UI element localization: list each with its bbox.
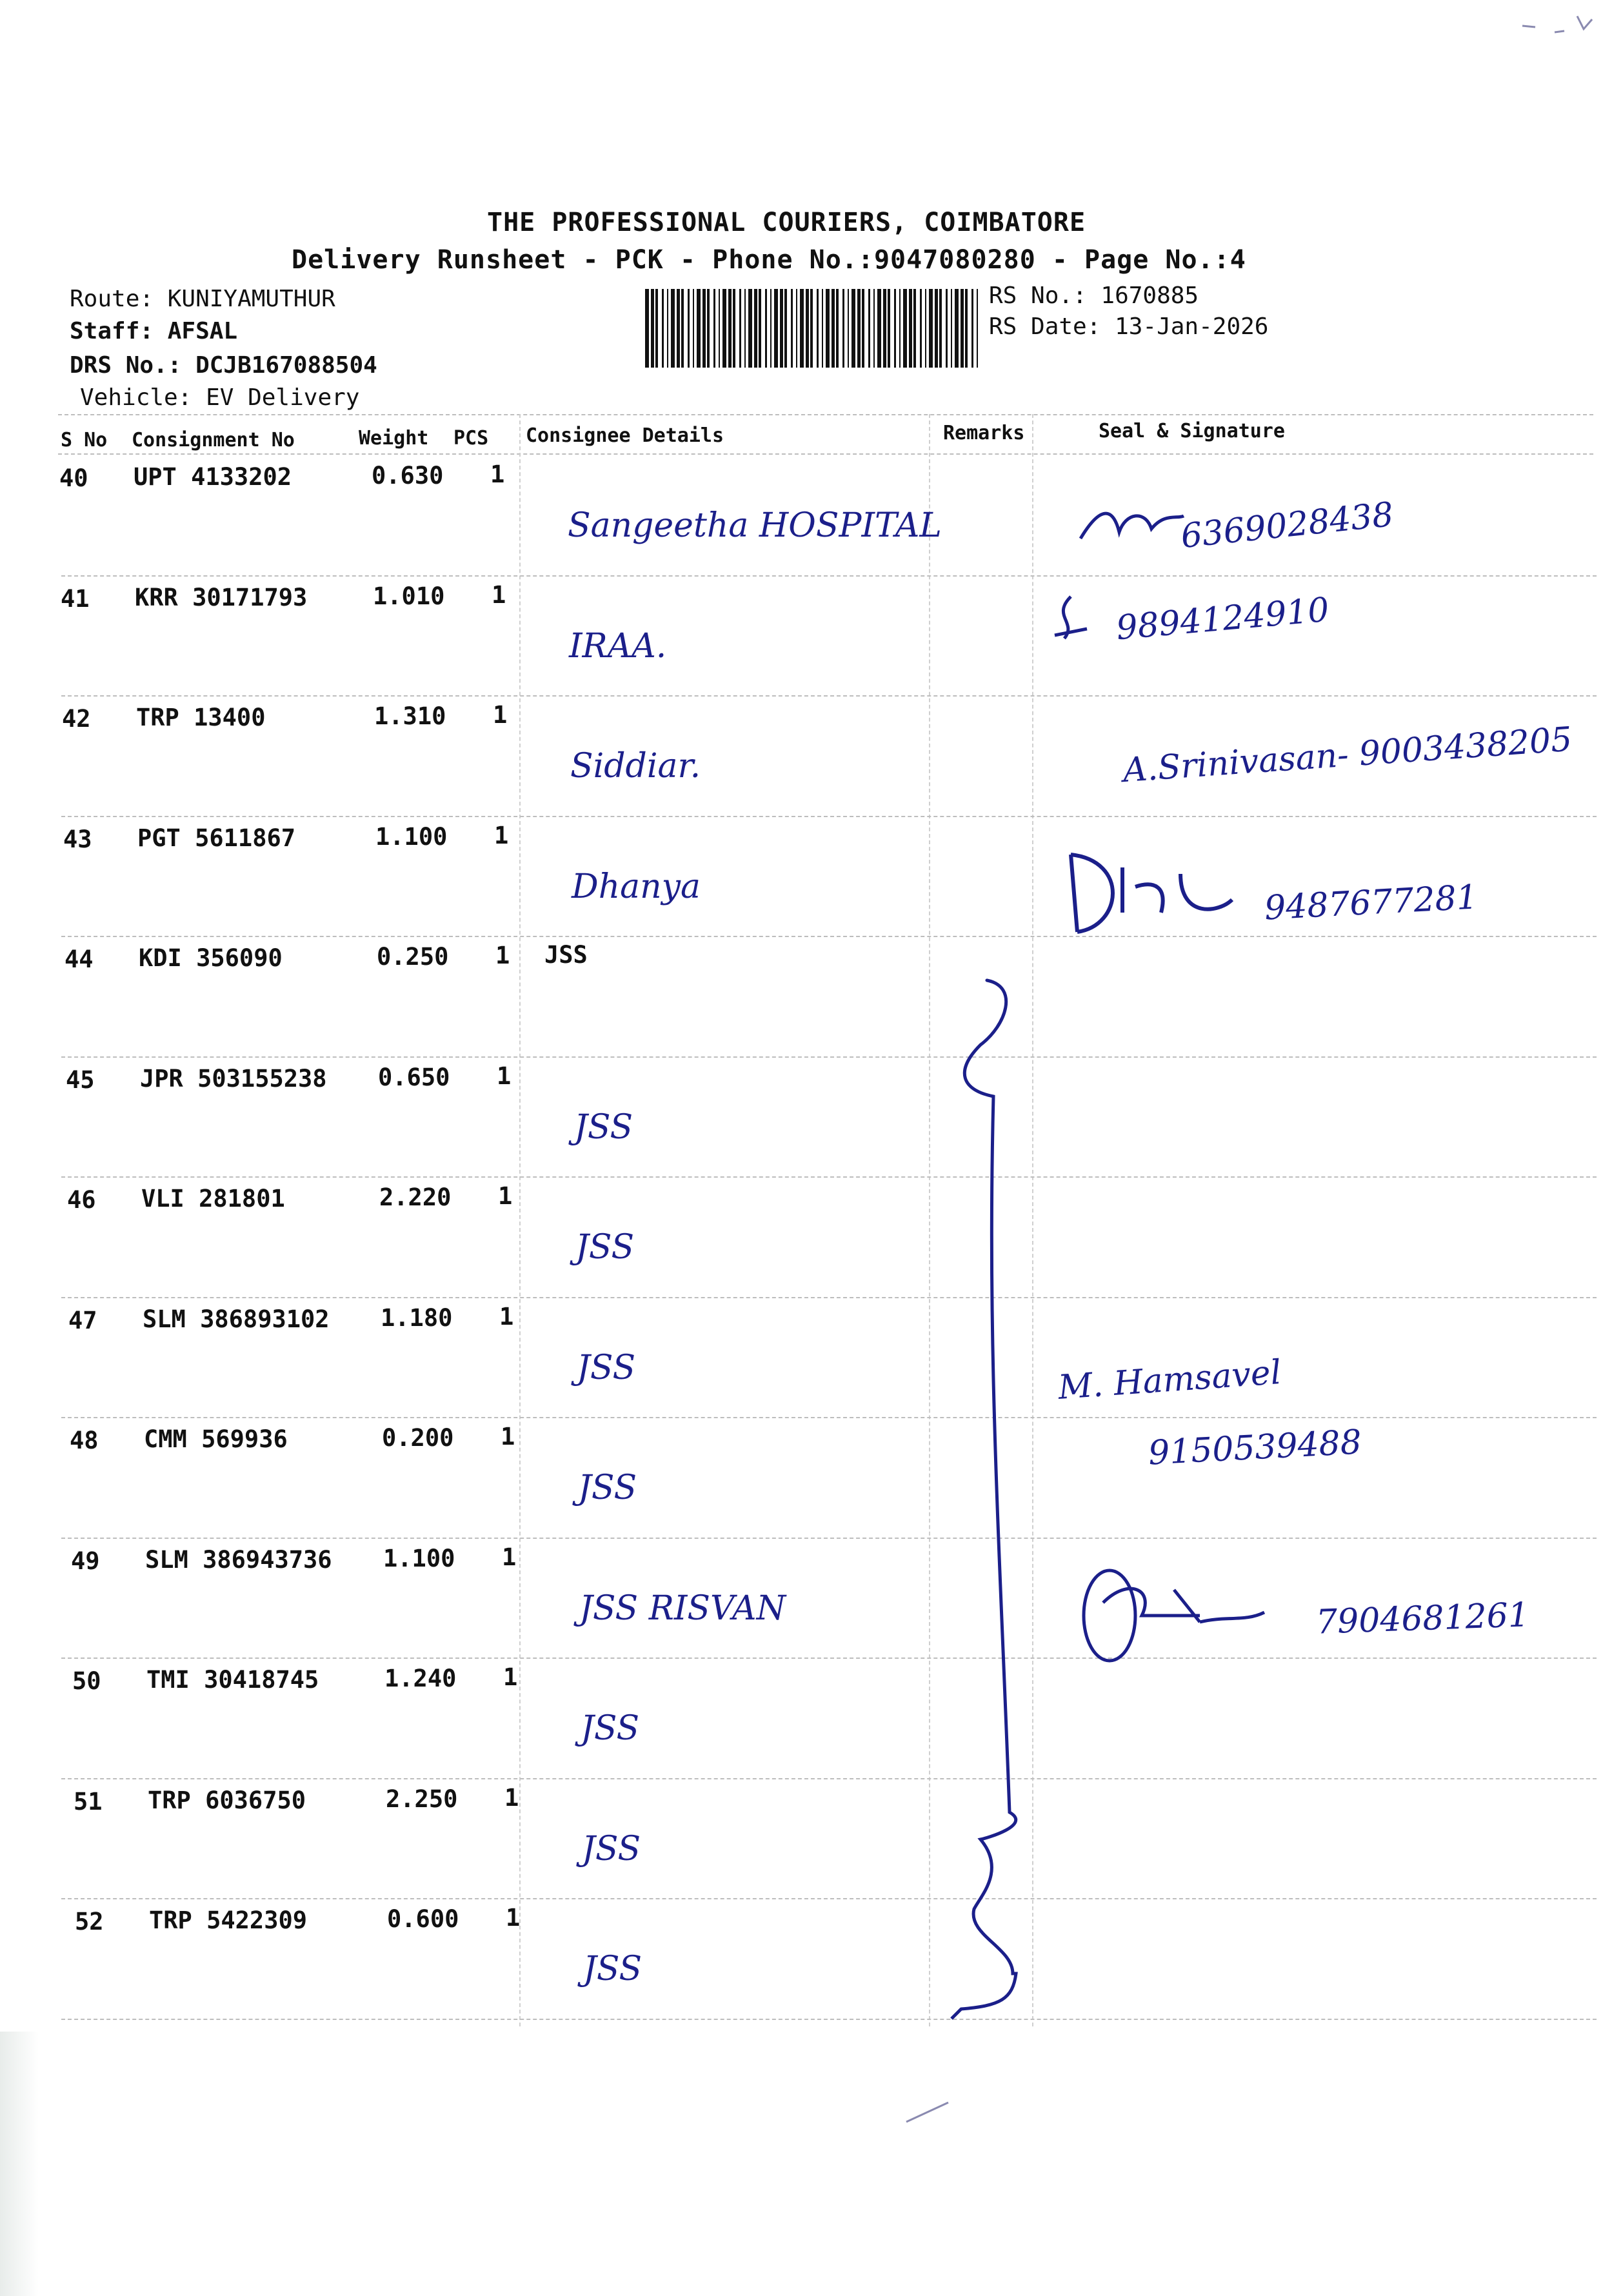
row-weight: 1.010 [373,582,445,610]
row-sno: 52 [75,1908,104,1935]
row-weight: 1.240 [384,1665,457,1692]
row-consignment: TRP 6036750 [148,1786,306,1814]
barcode-bar [697,289,701,368]
barcode-bar [681,289,684,368]
barcode-bar [693,289,694,368]
row-consignee-handwritten: Dhanya [572,867,701,906]
barcode-bar [780,289,783,368]
row-consignee-handwritten: JSS [578,1469,637,1507]
row-pcs: 1 [499,1302,514,1331]
barcode-bar [857,289,861,368]
row-pcs: 1 [502,1543,517,1571]
row-pcs: 1 [492,580,506,609]
row-pcs: 1 [501,1423,515,1450]
row-sno: 40 [59,464,88,492]
row-weight: 0.250 [377,943,449,971]
row-consignment: KRR 30171793 [135,583,308,611]
barcode-bar [971,289,973,368]
row-weight: 2.220 [379,1183,452,1211]
barcode-bars [645,289,981,368]
row-divider [61,1176,1597,1178]
row-pcs: 1 [493,701,508,729]
signature-mark-43 [1051,842,1264,938]
barcode-bar [939,289,942,368]
row-consignee-handwritten: JSS RISVAN [579,1588,786,1628]
row-sno: 43 [63,825,92,853]
barcode-bar [894,289,896,368]
row-pcs: 1 [506,1904,521,1932]
row-seal-signature: 7904681261 [1315,1596,1530,1642]
barcode-image [645,289,981,368]
barcode-bar [877,289,881,368]
barcode-bar [831,289,835,368]
barcode-bar [909,289,912,368]
row-divider [61,1297,1597,1298]
barcode-bar [929,289,933,368]
barcode-bar [810,289,813,368]
barcode-bar [754,289,757,368]
row-seal-signature: A.Srinivasan- 9003438205 [1121,720,1574,791]
col-header-seal: Seal & Signature [1099,420,1285,442]
barcode-bar [913,289,916,368]
row-weight: 2.250 [386,1785,458,1813]
barcode-bar [655,289,658,368]
barcode-bar [791,289,793,368]
barcode-bar [851,289,855,368]
row-seal-signature: M. Hamsavel [1057,1352,1283,1408]
barcode-bar [920,289,922,368]
row-divider [61,816,1597,817]
barcode-bar [796,289,797,368]
row-weight: 0.630 [372,462,444,490]
barcode-bar [873,289,875,368]
row-divider [61,936,1597,937]
barcode-bar [728,289,732,368]
drs-number: DRS No.: DCJB167088504 [70,352,377,379]
row-consignment: TRP 5422309 [149,1906,308,1934]
row-weight: 0.200 [382,1424,454,1452]
barcode-bar [903,289,907,368]
row-weight: 1.100 [383,1544,455,1572]
rs-date: RS Date: 13-Jan-2026 [989,313,1269,340]
row-consignment: JPR 503155238 [140,1064,327,1093]
barcode-bar [935,289,938,368]
barcode-bar [722,289,726,368]
barcode-bar [765,289,767,368]
row-consignee-handwritten: IRAA. [569,626,667,666]
row-consignment: VLI 281801 [141,1185,285,1212]
row-pcs: 1 [495,942,510,969]
row-consignee-handwritten: Sangeetha HOSPITAL [568,506,942,545]
col-header-weight: Weight [359,427,429,450]
barcode-bar [739,289,741,368]
header-bottom-rule [58,453,1593,455]
row-divider [61,695,1597,697]
row-sno: 42 [62,705,91,733]
row-consignment: PGT 5611867 [137,824,296,852]
row-consignee-handwritten: JSS [583,1950,642,1988]
row-divider [61,1417,1597,1418]
rs-number: RS No.: 1670885 [989,282,1199,309]
row-pcs: 1 [490,460,505,488]
row-divider [61,2019,1597,2020]
row-divider [61,1056,1597,1058]
barcode-bar [774,289,778,368]
barcode-bar [677,289,680,368]
barcode-bar [719,289,720,368]
stray-mark [1516,6,1600,45]
barcode-bar [946,289,948,368]
row-sno: 50 [72,1667,101,1695]
row-consignee-handwritten: JSS [577,1348,636,1387]
barcode-bar [770,289,772,368]
row-divider [61,1898,1597,1899]
row-weight: 1.100 [375,822,448,851]
col-header-remarks: Remarks [943,422,1025,444]
barcode-bar [707,289,710,368]
barcode-bar [806,289,809,368]
vehicle-label: Vehicle: EV Delivery [80,384,360,411]
stray-pen-tick [903,2099,955,2125]
row-consignee-handwritten: JSS [582,1829,641,1868]
barcode-bar [671,289,675,368]
barcode-bar [651,289,654,368]
barcode-bar [748,289,752,368]
row-consignee-printed: JSS [544,941,588,969]
barcode-bar [977,289,978,368]
row-consignment: SLM 386893102 [143,1305,330,1333]
barcode-bar [955,289,959,368]
barcode-bar [744,289,746,368]
row-sno: 47 [68,1306,97,1334]
row-consignment: CMM 569936 [144,1425,288,1453]
barcode-bar [667,289,668,368]
row-consignee-handwritten: Siddiar. [570,747,701,786]
row-pcs: 1 [494,821,509,849]
col-header-consignment: Consignment No [132,429,295,451]
barcode-bar [733,289,735,368]
row-consignment: TRP 13400 [136,704,266,731]
barcode-bar [842,289,844,368]
col-header-consignee: Consignee Details [526,424,724,447]
scan-edge-shade [0,2032,39,2296]
row-seal-signature: 9487677281 [1263,878,1479,928]
row-weight: 1.310 [374,702,446,730]
remarks-bracket-mark [942,967,1058,2032]
row-consignment: SLM 386943736 [145,1545,332,1574]
barcode-bar [925,289,926,368]
barcode-bar [862,289,864,368]
col-divider-remarks [929,414,930,2026]
runsheet-subtitle: Delivery Runsheet - PCK - Phone No.:9047080280 - Page No.:4 [292,245,1246,275]
barcode-bar [965,289,968,368]
barcode-bar [822,289,823,368]
barcode-bar [868,289,870,368]
barcode-bar [645,289,649,368]
row-seal-signature: 6369028438 [1179,495,1396,557]
barcode-bar [836,289,839,368]
barcode-bar [888,289,890,368]
row-divider [61,1538,1597,1539]
company-title: THE PROFESSIONAL COURIERS, COIMBATORE [487,208,1086,237]
row-consignment: TMI 30418745 [146,1666,319,1694]
route-label: Route: KUNIYAMUTHUR [70,286,335,312]
col-header-pcs: PCS [453,427,489,450]
row-consignment: UPT 4133202 [134,463,292,491]
row-pcs: 1 [503,1663,518,1691]
barcode-bar [784,289,787,368]
row-divider [61,1658,1597,1659]
barcode-bar [951,289,952,368]
row-consignment: KDI 356090 [139,944,283,972]
barcode-bar [662,289,664,368]
barcode-bar [702,289,706,368]
table-top-rule [58,414,1593,415]
row-sno: 51 [74,1787,103,1816]
row-consignee-handwritten: JSS [581,1709,640,1748]
barcode-bar [961,289,964,368]
barcode-bar [899,289,901,368]
staff-label: Staff: AFSAL [70,318,238,344]
barcode-bar [848,289,849,368]
row-pcs: 1 [498,1182,513,1210]
signature-mark-40 [1074,500,1190,551]
row-consignee-handwritten: JSS [574,1107,633,1147]
row-sno: 41 [61,584,90,613]
barcode-bar [759,289,761,368]
barcode-bar [826,289,830,368]
barcode-bar [883,289,886,368]
barcode-bar [713,289,715,368]
barcode-bar [817,289,819,368]
row-seal-signature: 9894124910 [1115,590,1331,648]
row-pcs: 1 [504,1783,519,1812]
row-weight: 0.600 [387,1905,459,1933]
col-divider-consignee [519,414,521,2026]
row-weight: 1.180 [381,1303,453,1332]
barcode-bar [800,289,804,368]
row-sno: 46 [67,1186,96,1214]
row-sno: 48 [70,1427,99,1454]
row-consignee-handwritten: JSS [575,1228,635,1267]
row-weight: 0.650 [378,1063,450,1091]
row-sno: 44 [65,945,94,973]
signature-mark-49 [1071,1551,1284,1667]
barcode-bar [688,289,690,368]
row-divider [61,575,1597,577]
row-seal-signature: 9150539488 [1147,1423,1363,1473]
row-divider [61,1778,1597,1779]
row-sno: 49 [71,1547,100,1575]
col-header-sno: S No [61,429,108,451]
row-sno: 45 [66,1065,95,1094]
row-pcs: 1 [497,1062,512,1090]
signature-mark-41 [1045,590,1097,648]
